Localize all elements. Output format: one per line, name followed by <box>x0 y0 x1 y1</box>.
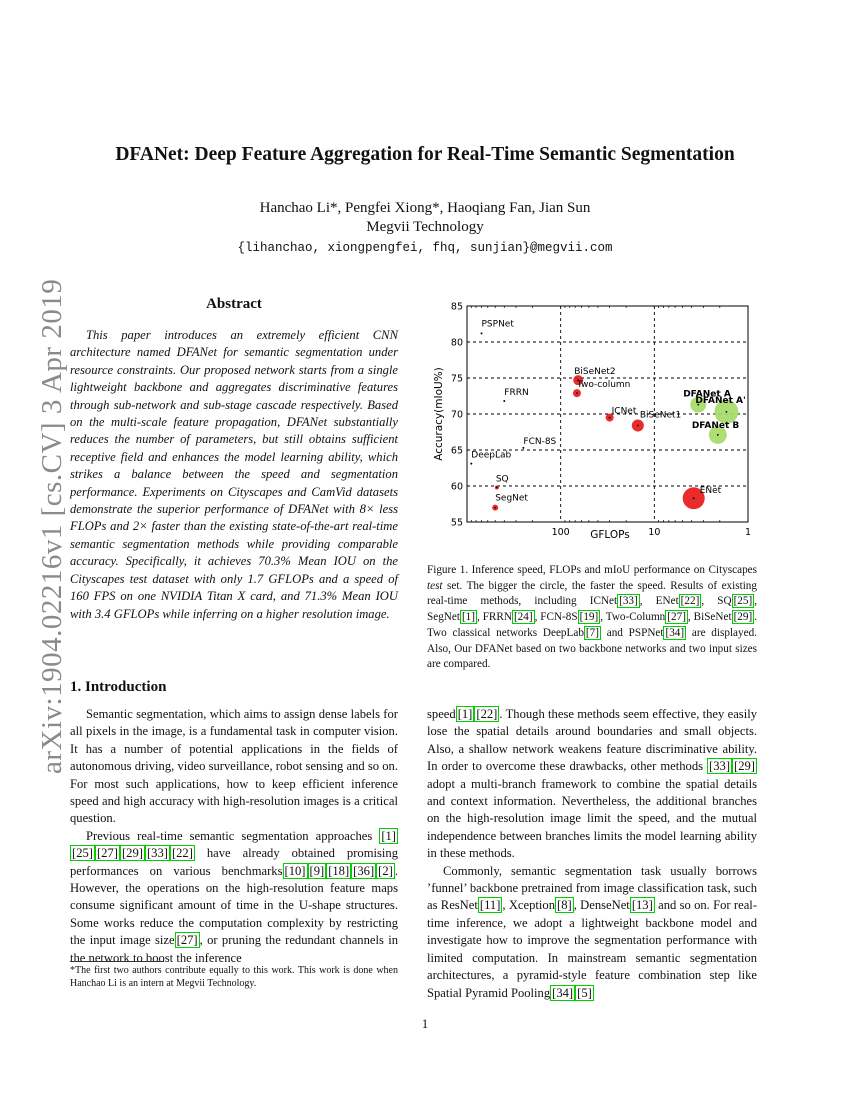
intro-paragraph-4: Commonly, semantic segmentation task usually borrows ’funnel’ backbone pretrained from image classification task, such as ResNet [11] , Xception [8] , DenseNet [13] and so on. For real-time inference, we adopt a lightweight backbone model and investigate how to improve the segmentation performance with limited computation. In mainstream semantic segmentation architectures, a pyramid-style feature combination step like Spatial Pyramid Pooling [34] [5] <box>427 863 757 1000</box>
data-point-center <box>503 400 505 402</box>
citation-link[interactable]: [33] <box>619 595 638 608</box>
citation-link[interactable]: [18] <box>328 863 350 878</box>
x-tick-label: 10 <box>648 527 661 538</box>
arxiv-stamp <box>0 278 68 790</box>
citation-link[interactable]: [10] <box>284 863 306 878</box>
citation-link[interactable]: [8] <box>557 898 572 913</box>
data-point-center <box>726 411 728 413</box>
citation-link[interactable]: [29] <box>733 611 753 624</box>
x-tick-label: 100 <box>551 527 570 538</box>
citation-link[interactable]: [5] <box>577 985 592 1000</box>
abstract-heading: Abstract <box>206 296 262 312</box>
citation-link[interactable]: [1] <box>461 611 475 624</box>
footnote-rule <box>70 961 164 962</box>
author-names: Hanchao Li*, Pengfei Xiong*, Haoqiang Fan, Jian Sun <box>259 200 591 216</box>
data-point-center <box>522 447 524 449</box>
data-label: BiSeNet1 <box>639 410 682 421</box>
data-label: DFANet B <box>691 420 740 431</box>
citation-link[interactable]: [34] <box>552 985 574 1000</box>
data-label: FCN-8S <box>523 436 557 447</box>
citation-link[interactable]: [33] <box>709 759 731 774</box>
data-label: SQ <box>495 474 509 485</box>
data-point-center <box>496 487 498 489</box>
citation-link[interactable]: [19] <box>579 611 599 624</box>
data-label: DeepLab <box>471 450 512 461</box>
figure-1-caption: Figure 1. Inference speed, FLOPs and mIoU performance on Cityscapes test set. The bigger the circle, the faster the speed. Results of existing real-time methods, including ICNet [33] , ENet [22] , SQ [25] , SegNet [1] , FRRN [24] , FCN-8S [19] , Two-Column [27] , BiSeNet [29] . Two classical networks DeepLab [7] and PSPNet [34] are displayed. Also, Our DFANet based on two backbone networks and two input sizes are compared. <box>427 564 757 671</box>
citation-link[interactable]: [1] <box>381 828 396 843</box>
data-label: PSPNet <box>481 319 514 330</box>
data-label: SegNet <box>495 493 528 504</box>
citation-link[interactable]: [27] <box>176 933 198 948</box>
data-label: FRRN <box>504 388 529 399</box>
paper-title: DFANet: Deep Feature Aggregation for Real-Time Semantic Segmentation <box>115 144 735 165</box>
citation-link[interactable]: [27] <box>96 846 118 861</box>
intro-right-column <box>427 706 757 1002</box>
abstract-text: This paper introduces an extremely efficient CNN architecture named DFANet for semantic segmentation under resource constraints. Our proposed network starts from a single lightweight backbone and aggregates discriminative features through sub-network and sub-stage cascade respectively. Based on the multi-scale feature propagation, DFANet substantially reduces the number of parameters, but still obtains sufficient receptive field and enhances the model learning ability, which strikes a balance between the speed and segmentation performance. Experiments on Cityscapes and CamVid datasets demonstrate the superior performance of DFANet with 8× less FLOPs and 2× faster than the existing state-of-the-art real-time semantic segmentation methods while providing comparable accuracy. Specifically, it achieves 70.3% Mean IOU on the Cityscapes test dataset with only 1.7 GFLOPs and a speed of 160 FPS on one NVIDIA Titan X card, and 71.3% Mean IOU with 3.4 GFLOPs while inferring on a higher resolution image. <box>70 328 398 621</box>
citation-link[interactable]: [1] <box>457 707 473 721</box>
data-label: DFANet A' <box>695 395 746 406</box>
citation-link[interactable]: [11] <box>479 898 501 913</box>
citation-link[interactable]: [22] <box>680 595 700 608</box>
intro-paragraph-1: Semantic segmentation, which aims to assign dense labels for all pixels in the image, is a fundamental task in computer vision. It has a number of potential applications in the fields of autonomous driving, video surveillance, robot sensing and so on. For most such applications, how to keep efficient inference speed and high accuracy with high-resolution images is a critical question. <box>70 707 398 826</box>
y-tick-label: 75 <box>450 373 463 385</box>
x-tick-label: 1 <box>744 527 752 538</box>
citation-link[interactable]: [22] <box>476 707 498 721</box>
data-label: ENet <box>699 486 722 497</box>
data-label: Two-column <box>576 380 631 391</box>
data-point-center <box>470 463 472 465</box>
affiliation: Megvii Technology <box>366 219 484 235</box>
data-label: BiSeNet2 <box>574 367 616 378</box>
intro-left-column <box>70 706 398 967</box>
data-point-center <box>717 434 719 436</box>
y-tick-label: 70 <box>450 409 463 421</box>
citation-link[interactable]: [36] <box>353 863 375 878</box>
y-tick-label: 55 <box>450 517 463 529</box>
data-point-center <box>637 425 639 427</box>
data-label: DFANet A <box>683 389 731 400</box>
citation-link[interactable]: [24] <box>513 611 533 624</box>
figure-1-chart <box>430 296 760 546</box>
citation-link[interactable]: [29] <box>121 846 143 861</box>
y-tick-label: 60 <box>450 481 463 493</box>
citation-link[interactable]: [2] <box>378 863 393 878</box>
data-label: ICNet <box>611 406 637 417</box>
data-point-center <box>576 392 578 394</box>
citation-link[interactable]: [34] <box>665 626 685 639</box>
data-point-center <box>609 417 611 419</box>
intro-paragraph-3: speed [1] [22] . Though these methods seem effective, they easily lose the spatial details around boundaries and small objects. Also, a shallow network weakens feature discriminative ability. In order to overcome these drawbacks, other methods [33] [29] adopt a multi-branch framework to combine the spatial details and context information. Nevertheless, the additional branches on the high-resolution image limit the speed, and the mutual independence between branches limits the model learning ability in these methods. <box>427 707 757 861</box>
data-point-center <box>494 507 496 509</box>
citation-link[interactable]: [22] <box>171 846 193 861</box>
arxiv-stamp-text: arXiv:1904.02216v1 [cs.CV] 3 Apr 2019 <box>36 278 68 774</box>
citation-link[interactable]: [7] <box>585 626 599 639</box>
y-tick-label: 65 <box>450 445 463 457</box>
y-axis-label: Accuracy(mIoU%) <box>433 367 445 461</box>
x-axis-label: GFLOPs <box>590 529 630 541</box>
y-tick-label: 85 <box>450 301 463 313</box>
intro-paragraph-2: Previous real-time semantic segmentation approaches [1][25] [27] [29] [33] [22] have already obtained promising performances on various benchmarks [10] [9] [18] [36] [2] . However, the operations on the high-resolution feature maps consume significant amount of time in the U-shape structures. Some works reduce the computation complexity by restricting the input image size [27] , or pruning the redundant channels in the network to boost the inference <box>70 828 398 965</box>
author-block <box>0 199 850 237</box>
y-tick-label: 80 <box>450 337 463 349</box>
intro-heading: 1. Introduction <box>70 679 167 695</box>
citation-link[interactable]: [27] <box>667 611 686 624</box>
citation-link[interactable]: [25] <box>72 846 93 861</box>
footnote: *The first two authors contribute equally to this work. This work is done when Hanchao Li is an intern at Megvii Technology. <box>70 965 398 989</box>
data-point-center <box>481 332 483 334</box>
page-number: 1 <box>421 1016 429 1031</box>
citation-link[interactable]: [9] <box>309 863 325 878</box>
data-point-center <box>693 497 695 499</box>
author-emails: {lihanchao, xiongpengfei, fhq, sunjian}@megvii.com <box>237 241 613 255</box>
citation-link[interactable]: [29] <box>734 759 755 774</box>
citation-link[interactable]: [13] <box>631 898 653 913</box>
abstract-body <box>70 327 398 623</box>
citation-link[interactable]: [33] <box>146 846 168 861</box>
citation-link[interactable]: [25] <box>733 595 753 608</box>
